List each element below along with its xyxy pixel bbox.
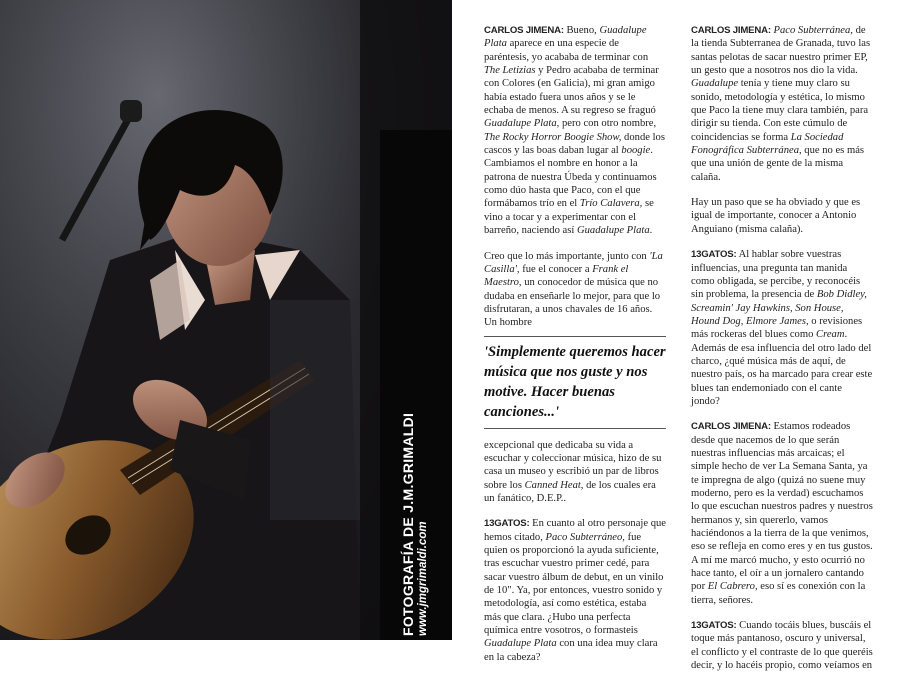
answer-paragraph	[484, 250, 666, 330]
italic-run: Paco Subterránea,	[773, 25, 853, 36]
question-paragraph	[691, 619, 873, 672]
speaker-label: CARLOS JIMENA:	[691, 25, 771, 36]
answer-paragraph	[484, 439, 666, 506]
italic-run: boogie	[621, 145, 651, 157]
text-run: Bueno,	[563, 25, 600, 36]
pull-quote	[484, 336, 666, 429]
text-run: , que no es más que una unión de gente de la misma calaña.	[691, 145, 865, 183]
answer-paragraph	[691, 196, 873, 236]
italic-run: Guadalupe Plata	[484, 25, 647, 50]
text-run: . Cambiamos el nombre en honor a la patrona de nuestra Úbeda y continuamos como dúo hasta que Paco, con el que formábamos trío en el	[484, 145, 657, 210]
guitarist-illustration	[0, 0, 452, 640]
text-run: . Además de esa influencia del otro lado del charco, ¿qué música más de aquí, de nuestro país, os ha marcado para crear este blues tan endemoniado con el cante jondo?	[691, 329, 873, 407]
italic-run: The Rocky Horror Boogie Show,	[484, 131, 622, 143]
text-run: Creo que lo más importante, junto con	[484, 250, 650, 262]
italic-run: Paco Subterráneo,	[545, 531, 625, 543]
text-run: fue quien os proporcionó la ayuda suficiente, tras escuchar vuestro primer cedé, para sacar vuestro álbum de debut, en un vinilo de 10". Ya, por entonces, vuestro sonido y metodología, así como estética, estaba más que clara. ¿Hubo una perfecta química entre vosotros, o formasteis	[484, 531, 664, 637]
photo-credit-title: FOTOGRAFÍA DE J.M.GRIMALDI	[400, 412, 416, 636]
speaker-label: CARLOS JIMENA:	[691, 421, 771, 433]
text-run: , un conocedor de música que no dudaba en enseñarle lo mejor, para que lo disfrutaran, a unos chavales de 16 años. Un hombre	[484, 277, 661, 329]
photographer-website: www.jmgrimaldi.com	[417, 521, 429, 636]
italic-run: Frank el Maestro	[484, 263, 629, 289]
speaker-label: CARLOS JIMENA:	[484, 25, 564, 36]
text-run: con una idea muy clara en la cabeza?	[484, 638, 658, 663]
text-run: , o revisiones más rockeras del blues como	[691, 315, 863, 341]
text-run: Cuando tocáis blues, buscáis el toque más pantanoso, oscuro y universal, el conflicto y el contraste de lo que queréis decir, y lo hacéis propio, como veíamos en	[691, 620, 873, 672]
text-run: .	[649, 225, 653, 237]
question-paragraph	[691, 248, 873, 408]
answer-paragraph	[691, 24, 873, 184]
concert-photo	[0, 0, 452, 640]
text-run: excepcional que dedicaba su vida a escuchar y coleccionar música, hizo de su casa un museo y escribió un par de libros sobre los	[484, 439, 662, 491]
text-run: tenía y tiene muy claro su sonido, metodología y estética, lo mismo que Paco la tiene muy clara también, para dirigir su tienda. Con este cúmulo de coincidencias se forma	[691, 78, 869, 143]
italic-run: Canned Heat,	[524, 479, 584, 491]
text-run: En cuanto al otro personaje que hemos citado,	[484, 518, 666, 543]
italic-run: Trío Calavera,	[579, 198, 643, 210]
italic-run: Guadalupe Plata	[484, 638, 557, 650]
text-run: Hay un paso que se ha obviado y que es igual de importante, conocer a Antonio Anguiano (misma calaña).	[691, 197, 861, 235]
italic-run: The Letizias	[484, 65, 536, 77]
text-run: aparece en una especie de paréntesis, yo acababa de terminar con	[484, 38, 649, 63]
text-run: de la tienda Subterranea de Granada, tuvo las santas pelotas de sacar nuestro primer EP, un gesto que a nosotros nos dio la vida.	[691, 25, 871, 77]
text-run: , fue el conocer a	[516, 263, 593, 275]
italic-run: Guadalupe Plata	[576, 225, 650, 237]
italic-run: Guadalupe	[691, 78, 739, 90]
photo-credit	[400, 413, 429, 636]
text-run: Al hablar sobre vuestras influencias, una pregunta tan manida como obligada, se percibe, y reconocéis sin problema, la presencia de	[691, 249, 861, 301]
italic-run: Guadalupe Plata,	[484, 118, 560, 130]
speaker-label: 13GATOS:	[691, 620, 737, 632]
italic-run: Bob Didley, Screamin' Jay Hawkins, Son House, Hound Dog, Elmore James	[691, 289, 867, 327]
italic-run: 'La Casilla'	[484, 250, 663, 275]
text-run: pero con otro nombre,	[559, 118, 657, 130]
text-run: de los cuales era un fanático, D.E.P..	[484, 479, 656, 504]
text-run: y Pedro acababa de terminar con Colores (en Galicia), mi gran amigo había estado fuera unos años y se le echaba de menos. A su regreso se fraguó	[484, 65, 659, 117]
italic-run: El Cabrero	[707, 581, 755, 593]
text-run: donde los cascos y las boas daban lugar al	[484, 131, 665, 157]
italic-run: Cream	[816, 329, 845, 341]
text-run: Estamos rodeados desde que nacemos de lo que serán nuestras influencias más arcaicas; el simple hecho de ver La Semana Santa, ya te impregna de algo (quizá no suene muy moderno, pero es la verdad) escuchamos lo que escuchan nuestros padres y nuestros hermanos y, sin quererlo, vamos haciéndonos a la tierra de la que venimos, eso se refleja en como eres y en tus gustos. A mí me marcó mucho, y esto ocurrió no hace tanto, el oír a un jornalero cantando por	[691, 421, 873, 593]
text-column-right	[691, 24, 873, 684]
speaker-label: 13GATOS:	[691, 249, 737, 261]
pull-quote-text: 'Simplemente queremos hacer música que nos guste y nos motive. Hacer buenas canciones...'	[484, 343, 666, 420]
text-column-left	[484, 24, 666, 676]
answer-paragraph	[691, 420, 873, 607]
text-run: , eso sí es conexión con la tierra, señores.	[691, 581, 866, 606]
text-run: se vino a tocar y a experimentar con el barreño, naciendo así	[484, 198, 654, 237]
italic-run: La Sociedad Fonográfica Subterránea	[691, 131, 844, 157]
answer-paragraph	[484, 24, 666, 238]
question-paragraph	[484, 517, 666, 664]
speaker-label: 13GATOS:	[484, 518, 530, 530]
